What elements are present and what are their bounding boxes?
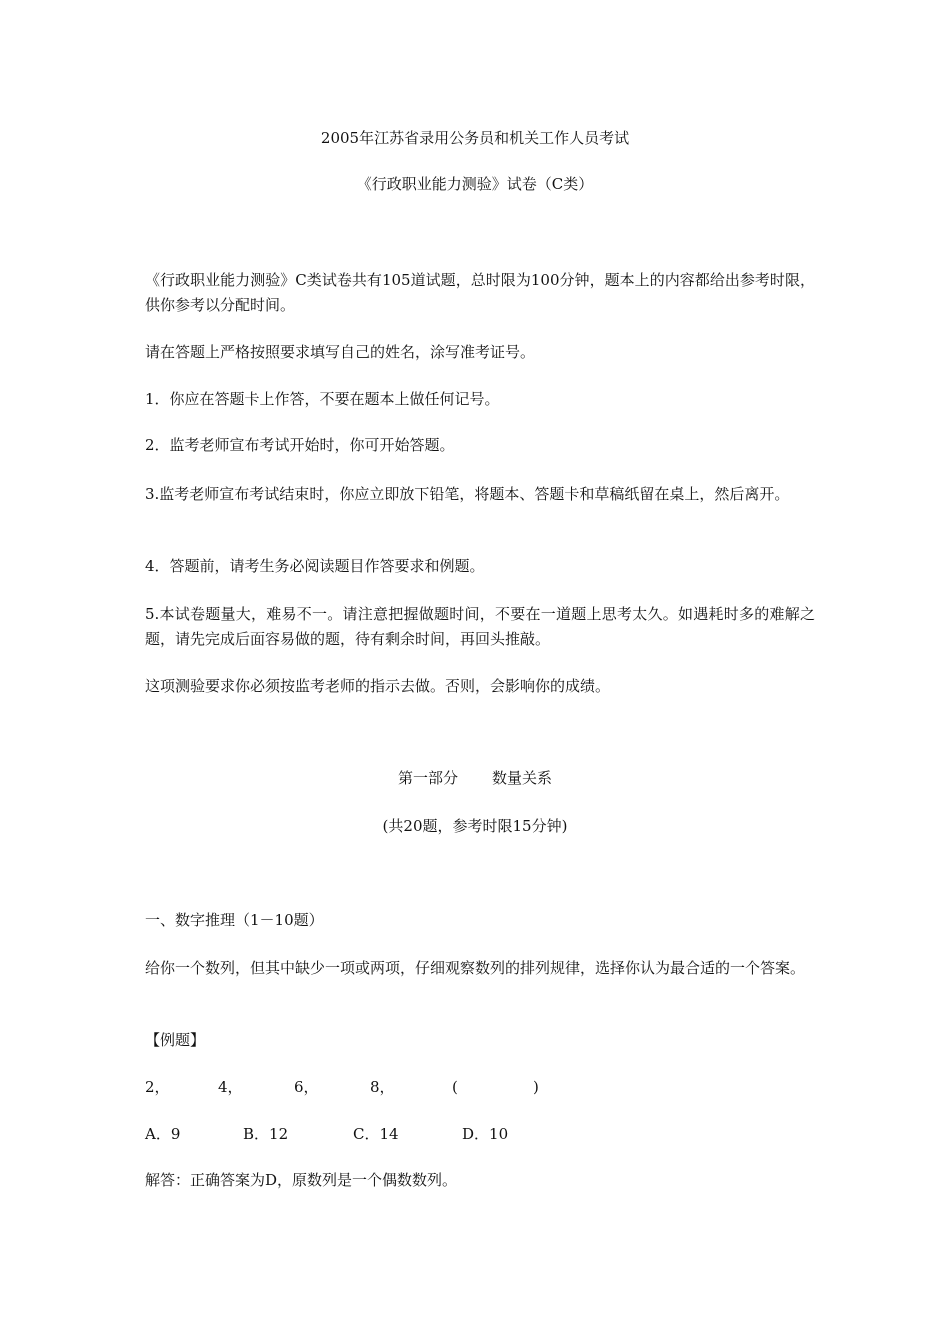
example-label: 【例题】 bbox=[145, 1031, 206, 1049]
sequence-blank-open: ( bbox=[452, 1078, 458, 1096]
option-c: C．14 bbox=[353, 1125, 399, 1143]
rule-item-2: 2．监考老师宣布考试开始时，你可开始答题。 bbox=[145, 436, 455, 454]
rule-item-4: 4．答题前，请考生务必阅读题目作答要求和例题。 bbox=[145, 557, 485, 575]
rule-item-1: 1．你应在答题卡上作答，不要在题本上做任何记号。 bbox=[145, 390, 500, 408]
section-part-label: 第一部分 bbox=[397, 769, 458, 787]
option-b: B．12 bbox=[243, 1125, 289, 1143]
option-d: D．10 bbox=[462, 1125, 509, 1143]
sequence-item: 4， bbox=[218, 1078, 243, 1096]
rule-item-3: 3.监考老师宣布考试结束时，你应立即放下铅笔，将题本、答题卡和草稿纸留在桌上，然后离开。 bbox=[145, 485, 790, 503]
example-answer: 解答：正确答案为D，原数列是一个偶数数列。 bbox=[145, 1171, 458, 1189]
section-part-name: 数量关系 bbox=[492, 769, 553, 787]
sequence-item: 8， bbox=[370, 1078, 395, 1096]
sequence-item: 2， bbox=[145, 1078, 170, 1096]
section-subtitle: (共20题，参考时限15分钟) bbox=[382, 817, 568, 835]
rule-item-5: 5.本试卷题量大，难易不一。请注意把握做题时间，不要在一道题上思考太久。如遇耗时多的难解之题，请先完成后面容易做的题，待有剩余时间，再回头推敲。 bbox=[145, 605, 815, 648]
subsection-title: 一、数字推理（1－10题） bbox=[145, 911, 324, 929]
intro-instruction: 请在答题上严格按照要求填写自己的姓名，涂写准考证号。 bbox=[145, 343, 536, 361]
sequence-item: 6， bbox=[294, 1078, 319, 1096]
document-subtitle: 《行政职业能力测验》试卷（C类） bbox=[356, 175, 594, 193]
intro-paragraph: 《行政职业能力测验》C类试卷共有105道试题，总时限为100分钟，题本上的内容都给出参考时限，供你参考以分配时间。 bbox=[145, 271, 815, 314]
intro-closing: 这项测验要求你必须按监考老师的指示去做。否则，会影响你的成绩。 bbox=[145, 677, 611, 695]
document-title: 2005年江苏省录用公务员和机关工作人员考试 bbox=[320, 129, 630, 147]
section-heading bbox=[0, 768, 950, 788]
sequence-blank-close: ) bbox=[533, 1078, 539, 1096]
option-a: A．9 bbox=[145, 1125, 181, 1143]
subsection-instructions: 给你一个数列，但其中缺少一项或两项，仔细观察数列的排列规律，选择你认为最合适的一个答案。 bbox=[145, 959, 806, 977]
